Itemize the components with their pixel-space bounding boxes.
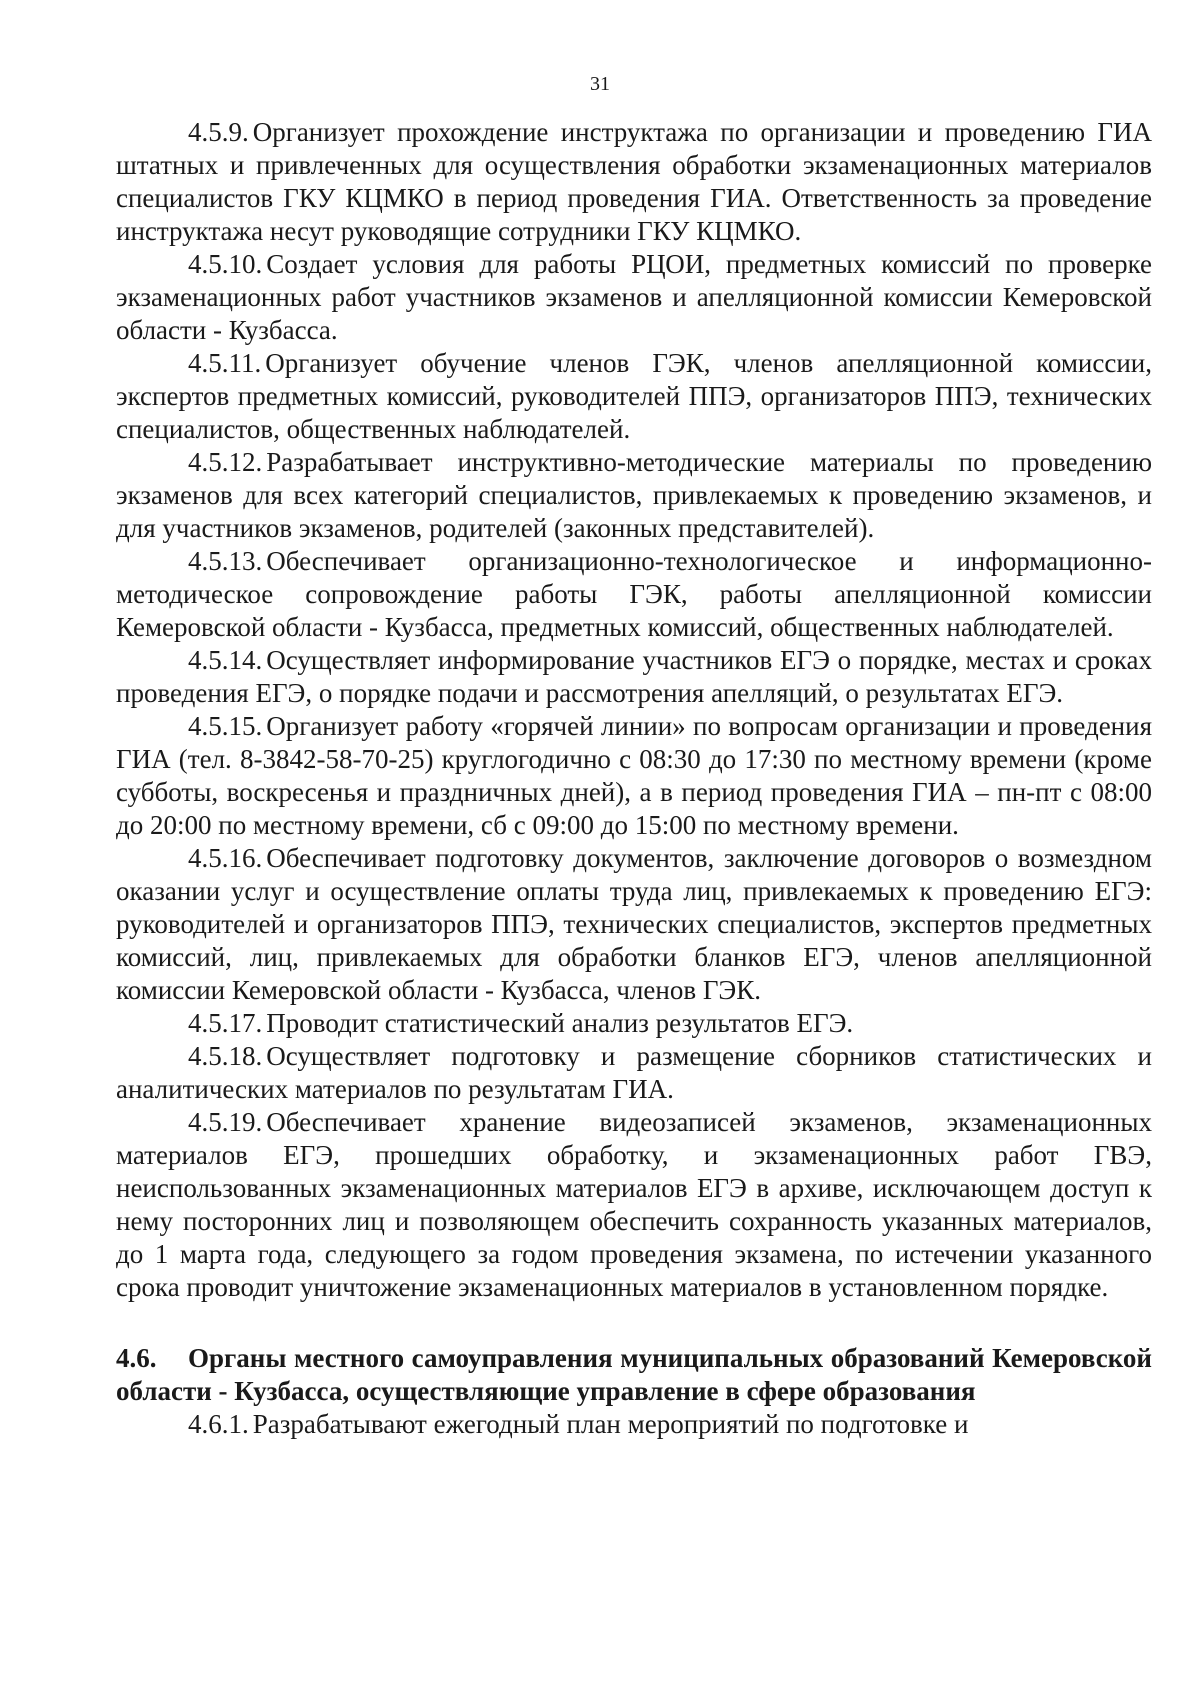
section-heading-text: Органы местного самоуправления муниципальных образований Кемеровской области - Кузбасса, осуществляющие управление в сфере образования	[116, 1343, 1152, 1406]
paragraph-number: 4.5.9.	[188, 117, 249, 147]
paragraph-text: Организует работу «горячей линии» по вопросам организации и проведения ГИА (тел. 8-3842-58-70-25) круглогодично с 08:30 до 17:30 по местному времени (кроме субботы, воскресенья и праздничных дней), а в период проведения ГИА – пн-пт с 08:00 до 20:00 по местному времени, сб с 09:00 до 15:00 по местному времени.	[116, 711, 1152, 840]
paragraph-number: 4.5.12.	[188, 447, 263, 477]
paragraph-text: Обеспечивает подготовку документов, заключение договоров о возмездном оказании услуг и осуществление оплаты труда лиц, привлекаемых к проведению ЕГЭ: руководителей и организаторов ППЭ, технических специалистов, экспертов предметных комиссий, лиц, привлекаемых для обработки бланков ЕГЭ, членов апелляционной комиссии Кемеровской области - Кузбасса, членов ГЭК.	[116, 843, 1152, 1005]
paragraph-text: Создает условия для работы РЦОИ, предметных комиссий по проверке экзаменационных работ участников экзаменов и апелляционной комиссии Кемеровской области - Кузбасса.	[116, 249, 1152, 345]
paragraph	[116, 347, 1152, 446]
paragraph-number: 4.6.1.	[188, 1409, 249, 1439]
paragraph-number: 4.5.17.	[188, 1008, 263, 1038]
paragraph	[116, 116, 1152, 248]
paragraph-text: Обеспечивает хранение видеозаписей экзаменов, экзаменационных материалов ЕГЭ, прошедших обработку, и экзаменационных работ ГВЭ, неиспользованных экзаменационных материалов ЕГЭ в архиве, исключающем доступ к нему посторонних лиц и позволяющем обеспечить сохранность указанных материалов, до 1 марта года, следующего за годом проведения экзамена, по истечении указанного срока проводит уничтожение экзаменационных материалов в установленном порядке.	[116, 1107, 1152, 1302]
section-heading	[116, 1342, 1152, 1408]
paragraph-number: 4.5.19.	[188, 1107, 263, 1137]
paragraph-text: Организует обучение членов ГЭК, членов апелляционной комиссии, экспертов предметных комиссий, руководителей ППЭ, организаторов ППЭ, технических специалистов, общественных наблюдателей.	[116, 348, 1152, 444]
paragraph-text: Обеспечивает организационно-технологическое и информационно-методическое сопровождение работы ГЭК, работы апелляционной комиссии Кемеровской области - Кузбасса, предметных комиссий, общественных наблюдателей.	[116, 546, 1152, 642]
paragraph-text: Осуществляет подготовку и размещение сборников статистических и аналитических материалов по результатам ГИА.	[116, 1041, 1152, 1104]
paragraph-number: 4.5.15.	[188, 711, 263, 741]
paragraph	[116, 842, 1152, 1007]
paragraph	[116, 446, 1152, 545]
section-heading-number: 4.6.	[116, 1343, 157, 1373]
document-body	[116, 116, 1152, 1441]
paragraph-text: Проводит статистический анализ результатов ЕГЭ.	[266, 1008, 854, 1038]
paragraph-text: Организует прохождение инструктажа по организации и проведению ГИА штатных и привлеченных для осуществления обработки экзаменационных материалов специалистов ГКУ КЦМКО в период проведения ГИА. Ответственность за проведение инструктажа несут руководящие сотрудники ГКУ КЦМКО.	[116, 117, 1152, 246]
paragraph-number: 4.5.16.	[188, 843, 263, 873]
page-number: 31	[590, 73, 610, 95]
paragraph	[116, 1408, 1152, 1441]
paragraph-number: 4.5.14.	[188, 645, 263, 675]
paragraph	[116, 1040, 1152, 1106]
paragraph-number: 4.5.13.	[188, 546, 263, 576]
paragraph-number: 4.5.11.	[188, 348, 262, 378]
paragraph-number: 4.5.18.	[188, 1041, 263, 1071]
paragraph-list	[116, 116, 1152, 1304]
paragraph	[116, 545, 1152, 644]
paragraph-text: Разрабатывают ежегодный план мероприятий по подготовке и	[252, 1409, 969, 1439]
paragraph	[116, 644, 1152, 710]
paragraph	[116, 1106, 1152, 1304]
paragraph-text: Осуществляет информирование участников ЕГЭ о порядке, местах и сроках проведения ЕГЭ, о порядке подачи и рассмотрения апелляций, о результатах ЕГЭ.	[116, 645, 1152, 708]
paragraph	[116, 710, 1152, 842]
paragraph	[116, 1007, 1152, 1040]
paragraph	[116, 248, 1152, 347]
paragraph-list-section	[116, 1408, 1152, 1441]
paragraph-number: 4.5.10.	[188, 249, 263, 279]
paragraph-text: Разрабатывает инструктивно-методические материалы по проведению экзаменов для всех категорий специалистов, привлекаемых к проведению экзаменов, и для участников экзаменов, родителей (законных представителей).	[116, 447, 1152, 543]
